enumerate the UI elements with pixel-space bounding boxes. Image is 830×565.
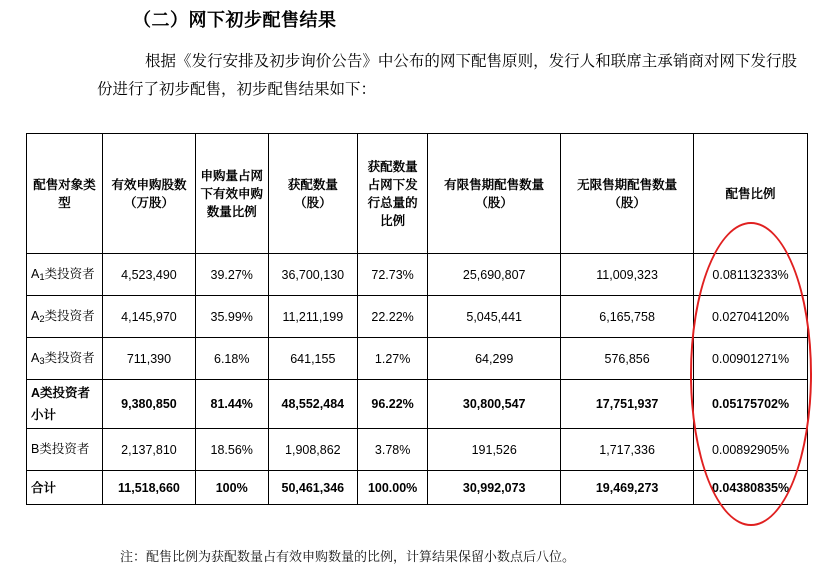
cell-restricted: 30,800,547: [428, 380, 561, 429]
cell-allocated-shares: 1,908,862: [268, 429, 357, 471]
cell-valid-shares: 711,390: [103, 338, 196, 380]
cell-subscription-pct: 81.44%: [195, 380, 268, 429]
category-main: B: [31, 441, 40, 456]
cell-allocated-shares: 641,155: [268, 338, 357, 380]
category-tail: 类投资者: [44, 350, 95, 365]
category-subscript: 1: [39, 271, 45, 283]
cell-allocated-pct: 22.22%: [358, 296, 428, 338]
category-tail: 类投资者: [44, 308, 95, 323]
category-tail: 类投资者小计: [31, 386, 91, 422]
table-row: [27, 296, 808, 338]
cell-category: [27, 254, 103, 296]
table-row-subtotal: [27, 380, 808, 429]
offline-allocation-table: [26, 133, 808, 505]
cell-valid-shares: 9,380,850: [103, 380, 196, 429]
cell-restricted: 30,992,073: [428, 471, 561, 505]
cell-allocated-shares: 48,552,484: [268, 380, 357, 429]
cell-allocation-ratio: 0.08113233%: [694, 254, 808, 296]
cell-subscription-pct: 100%: [195, 471, 268, 505]
table-row-total: [27, 471, 808, 505]
section-paragraph: 根据《发行安排及初步询价公告》中公布的网下配售原则，发行人和联席主承销商对网下发行股份进行了初步配售，初步配售结果如下：: [97, 53, 797, 98]
cell-allocation-ratio: 0.00901271%: [694, 338, 808, 380]
cell-unrestricted: 19,469,273: [561, 471, 694, 505]
cell-subscription-pct: 39.27%: [195, 254, 268, 296]
cell-category: [27, 380, 103, 429]
cell-subscription-pct: 18.56%: [195, 429, 268, 471]
cell-unrestricted: 11,009,323: [561, 254, 694, 296]
cell-allocated-pct: 1.27%: [358, 338, 428, 380]
col-header-restricted: 有限售期配售数量（股）: [428, 134, 561, 254]
cell-valid-shares: 4,523,490: [103, 254, 196, 296]
category-subscript: 2: [39, 313, 45, 325]
col-header-unrestricted: 无限售期配售数量（股）: [561, 134, 694, 254]
cell-unrestricted: 6,165,758: [561, 296, 694, 338]
cell-allocation-ratio: 0.04380835%: [694, 471, 808, 505]
cell-unrestricted: 576,856: [561, 338, 694, 380]
cell-allocated-pct: 3.78%: [358, 429, 428, 471]
cell-allocation-ratio: 0.02704120%: [694, 296, 808, 338]
cell-category: [27, 338, 103, 380]
cell-allocated-shares: 50,461,346: [268, 471, 357, 505]
cell-valid-shares: 2,137,810: [103, 429, 196, 471]
cell-restricted: 5,045,441: [428, 296, 561, 338]
cell-subscription-pct: 35.99%: [195, 296, 268, 338]
category-main: A: [31, 350, 40, 365]
cell-restricted: 25,690,807: [428, 254, 561, 296]
cell-unrestricted: 1,717,336: [561, 429, 694, 471]
cell-restricted: 64,299: [428, 338, 561, 380]
cell-restricted: 191,526: [428, 429, 561, 471]
col-header-subscription-pct: 申购量占网下有效申购数量比例: [195, 134, 268, 254]
table-row: [27, 254, 808, 296]
col-header-category: 配售对象类型: [27, 134, 103, 254]
cell-allocated-shares: 11,211,199: [268, 296, 357, 338]
table-header-row: [27, 134, 808, 254]
category-tail: 类投资者: [39, 441, 90, 456]
cell-subscription-pct: 6.18%: [195, 338, 268, 380]
col-header-allocation-ratio: 配售比例: [694, 134, 808, 254]
cell-allocated-shares: 36,700,130: [268, 254, 357, 296]
category-main: A: [31, 266, 40, 281]
cell-allocated-pct: 96.22%: [358, 380, 428, 429]
category-subscript: 3: [39, 355, 45, 367]
cell-allocated-pct: 72.73%: [358, 254, 428, 296]
table-row: [27, 429, 808, 471]
cell-category: [27, 429, 103, 471]
category-main: A: [31, 308, 40, 323]
category-main: A: [31, 386, 41, 400]
col-header-allocated-shares: 获配数量（股）: [268, 134, 357, 254]
col-header-allocated-pct: 获配数量占网下发行总量的比例: [358, 134, 428, 254]
category-tail: 类投资者: [44, 266, 95, 281]
cell-allocated-pct: 100.00%: [358, 471, 428, 505]
cell-valid-shares: 11,518,660: [103, 471, 196, 505]
cell-category: [27, 296, 103, 338]
cell-valid-shares: 4,145,970: [103, 296, 196, 338]
table-footnote: 注：配售比例为获配数量占有效申购数量的比例，计算结果保留小数点后八位。: [120, 549, 576, 564]
cell-category: 合计: [27, 471, 103, 505]
cell-allocation-ratio: 0.05175702%: [694, 380, 808, 429]
cell-allocation-ratio: 0.00892905%: [694, 429, 808, 471]
table-row: [27, 338, 808, 380]
section-heading: （二）网下初步配售结果: [133, 10, 337, 30]
cell-unrestricted: 17,751,937: [561, 380, 694, 429]
col-header-valid-shares: 有效申购股数（万股）: [103, 134, 196, 254]
